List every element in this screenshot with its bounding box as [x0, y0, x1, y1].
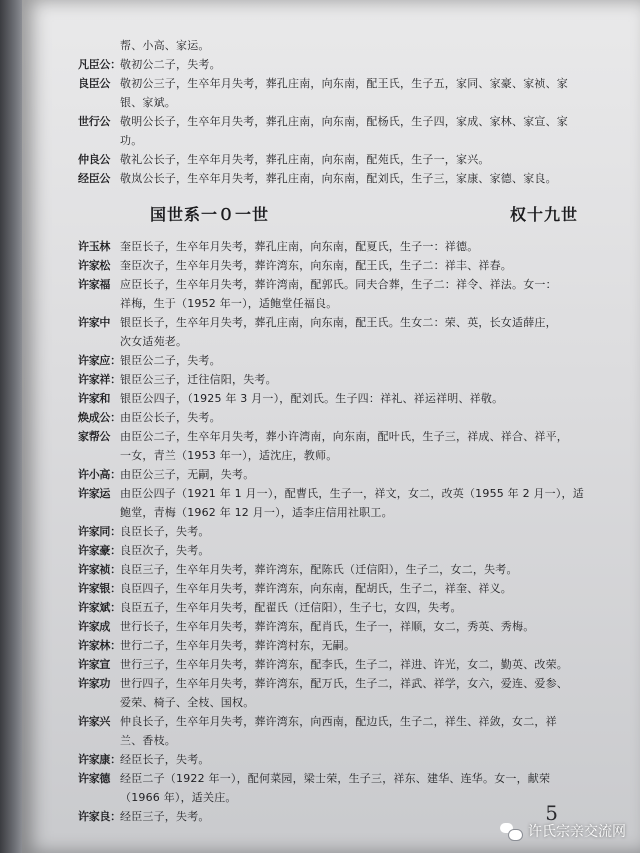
entry-text: 银臣公三子，迁往信阳，失考。: [120, 373, 277, 386]
entry-line: [78, 408, 626, 427]
watermark-label: 许氏宗亲交流网: [528, 824, 626, 840]
entry-text: 经臣二子（1922 年一），配何菜园，梁士荣，生子三，祥东、建华、连华。女一，献荣: [120, 772, 551, 785]
book-page: [22, 0, 640, 853]
entry-name: 许家同：: [78, 525, 121, 538]
entry-line: [78, 237, 626, 256]
entry-text: 敬礼公长子，生卒年月失考，葬孔庄南，向东南，配苑氏，生子一，家兴。: [120, 153, 490, 166]
entry-name: 良臣公: [78, 77, 111, 90]
entry-text: 敬初公二子，失考。: [120, 58, 221, 71]
entry-text: 一女，青兰（1953 年一），适沈庄，教师。: [120, 449, 338, 462]
entry-text: （1966 年），适关庄。: [120, 791, 237, 804]
entry-line: [78, 522, 626, 541]
entry-line: [78, 313, 626, 332]
entry-line: [78, 636, 626, 655]
entry-name: 焕成公：: [78, 411, 121, 424]
entry-name: 许玉林: [78, 240, 111, 253]
entry-line: [78, 427, 626, 446]
genealogy-text: [78, 36, 626, 826]
entry-line: [78, 93, 626, 112]
entry-text: 世行四子，生卒年月失考，葬许湾东，配万氏，生子二，祥武、祥学，女六，爱连、爱参、: [120, 677, 568, 690]
entry-line: [78, 693, 626, 712]
entry-line: [78, 484, 626, 503]
entry-text: 应臣长子，生卒年月失考，葬许湾南，配郭氏。同夫合葬，生子二：祥令、祥法。女一：: [120, 278, 557, 291]
entry-name: 许家祯：: [78, 563, 121, 576]
entry-line: [78, 275, 626, 294]
entry-text: 帮、小高、家运。: [120, 39, 210, 52]
entry-text: 功。: [120, 134, 143, 147]
entry-line: [78, 351, 626, 370]
entry-name: 许家斌：: [78, 601, 121, 614]
entry-name: 许家林：: [78, 639, 121, 652]
entry-name: 许家松: [78, 259, 111, 272]
entry-line: [78, 712, 626, 731]
entry-line: [78, 769, 626, 788]
entry-name: 仲良公: [78, 153, 111, 166]
entry-text: 世行二子，生卒年月失考，葬许湾村东，无嗣。: [120, 639, 356, 652]
entry-text: 世行三子，生卒年月失考，葬许湾东，配李氏，生子二，祥进、许光，女二，勤英、改荣。: [120, 658, 568, 671]
entry-line: [78, 674, 626, 693]
entry-line: [78, 750, 626, 769]
entry-text: 经臣长子，失考。: [120, 753, 210, 766]
entry-line: [78, 332, 626, 351]
page-number: 5: [545, 801, 558, 825]
wechat-icon: [500, 822, 522, 840]
entry-text: 良臣长子，失考。: [120, 525, 210, 538]
entry-text: 由臣公三子，无嗣，失考。: [120, 468, 255, 481]
entry-line: [78, 389, 626, 408]
entry-name: 凡臣公：: [78, 58, 121, 71]
entry-line: [78, 294, 626, 313]
entry-text: 奎臣长子，生卒年月失考，葬孔庄南，向东南，配夏氏，生子一：祥德。: [120, 240, 479, 253]
entry-name: 许家应：: [78, 354, 121, 367]
entry-name: 经臣公: [78, 172, 111, 185]
entry-text: 奎臣次子，生卒年月失考，葬许湾东，向东南，配王氏，生子二：祥丰、祥春。: [120, 259, 512, 272]
entry-text: 银、家斌。: [120, 96, 176, 109]
entry-text: 祥梅，生于（1952 年一），适鲍堂任福良。: [120, 297, 338, 310]
entry-line: [78, 169, 626, 188]
entry-name: 许家豪：: [78, 544, 121, 557]
entry-text: 良臣四子，生卒年月失考，葬许湾东，向东南，配胡氏，生子二，祥奎、祥义。: [120, 582, 512, 595]
entry-text: 鲍堂，青梅（1962 年 12 月一），适李庄信用社职工。: [120, 506, 393, 519]
entry-text: 兰、香枝。: [120, 734, 176, 747]
entry-text: 由臣公二子，生卒年月失考，葬小许湾南，向东南，配叶氏，生子三，祥成、祥合、祥平，: [120, 430, 568, 443]
entry-line: [78, 446, 626, 465]
entry-name: 许家和: [78, 392, 111, 405]
entry-name: 许家宣: [78, 658, 111, 671]
entry-text: 由臣公四子（1921 年 1 月一），配曹氏，生子一，祥文，女二，改英（1955 年 2 月一），适: [120, 487, 584, 500]
entry-text: 良臣次子，失考。: [120, 544, 210, 557]
entry-line: [78, 465, 626, 484]
heading-left: 国世系一０一世: [150, 205, 270, 224]
entry-name: 许家兴: [78, 715, 111, 728]
entry-line: [78, 598, 626, 617]
entry-line: [78, 150, 626, 169]
entry-line: [78, 655, 626, 674]
entry-line: [78, 36, 626, 55]
entry-name: 许小高：: [78, 468, 121, 481]
entry-line: [78, 112, 626, 131]
entry-line: [78, 617, 626, 636]
entry-name: 许家福: [78, 278, 111, 291]
entry-text: 银臣长子，生卒年月失考，葬孔庄南，向东南，配王氏。生女二：荣、英，长女适薛庄，: [120, 316, 557, 329]
entry-text: 仲良长子，生卒年月失考，葬许湾东，向西南，配边氏，生子二，祥生、祥敛，女二，祥: [120, 715, 557, 728]
entry-name: 许家运: [78, 487, 111, 500]
entry-line: [78, 256, 626, 275]
entry-text: 次女适苑老。: [120, 335, 188, 348]
entry-name: 许家功: [78, 677, 111, 690]
entry-text: 银臣公二子，失考。: [120, 354, 221, 367]
entry-text: 敬明公长子，生卒年月失考，葬孔庄南，向东南，配杨氏，生子四，家成、家林、家宣、家: [120, 115, 568, 128]
watermark: [500, 821, 626, 841]
entry-text: 良臣三子，生卒年月失考，葬许湾东，配陈氏（迁信阳），生子二，女二，失考。: [120, 563, 518, 576]
entry-line: [78, 788, 626, 807]
entry-name: 家帮公: [78, 430, 111, 443]
entry-name: 许家中: [78, 316, 111, 329]
entry-name: 世行公: [78, 115, 111, 128]
entry-text: 银臣公四子，（1925 年 3 月一），配刘氏。生子四：祥礼、祥运祥明、祥敬。: [120, 392, 504, 405]
entry-name: 许家德: [78, 772, 111, 785]
heading-right: 权十九世: [509, 205, 578, 224]
entry-line: [78, 55, 626, 74]
entry-name: 许家良：: [78, 810, 121, 823]
entry-text: 经臣三子，失考。: [120, 810, 210, 823]
entry-text: 敬初公三子，生卒年月失考，葬孔庄南，向东南，配王氏，生子五，家同、家豪、家祯、家: [120, 77, 568, 90]
entry-line: [78, 541, 626, 560]
entry-text: 爱荣、椅子、全枝、国权。: [120, 696, 255, 709]
entries-top: [78, 36, 626, 188]
generation-heading: [78, 202, 626, 225]
entry-text: 由臣公长子，失考。: [120, 411, 221, 424]
entry-name: 许家银：: [78, 582, 121, 595]
entry-line: [78, 131, 626, 150]
entry-line: [78, 579, 626, 598]
entry-name: 许家成: [78, 620, 111, 633]
entry-line: [78, 503, 626, 522]
entry-line: [78, 74, 626, 93]
entry-text: 敬岚公长子，生卒年月失考，葬孔庄南，向东南，配刘氏，生子三，家康、家德、家良。: [120, 172, 557, 185]
entry-line: [78, 560, 626, 579]
entries-bottom: [78, 237, 626, 826]
entry-line: [78, 370, 626, 389]
entry-name: 许家祥：: [78, 373, 121, 386]
entry-line: [78, 731, 626, 750]
entry-text: 良臣五子，生卒年月失考，配翟氏（迁信阳），生子七，女四，失考。: [120, 601, 462, 614]
entry-name: 许家康：: [78, 753, 121, 766]
entry-text: 世行长子，生卒年月失考，葬许湾东，配肖氏，生子一，祥顺，女二，秀英、秀梅。: [120, 620, 535, 633]
